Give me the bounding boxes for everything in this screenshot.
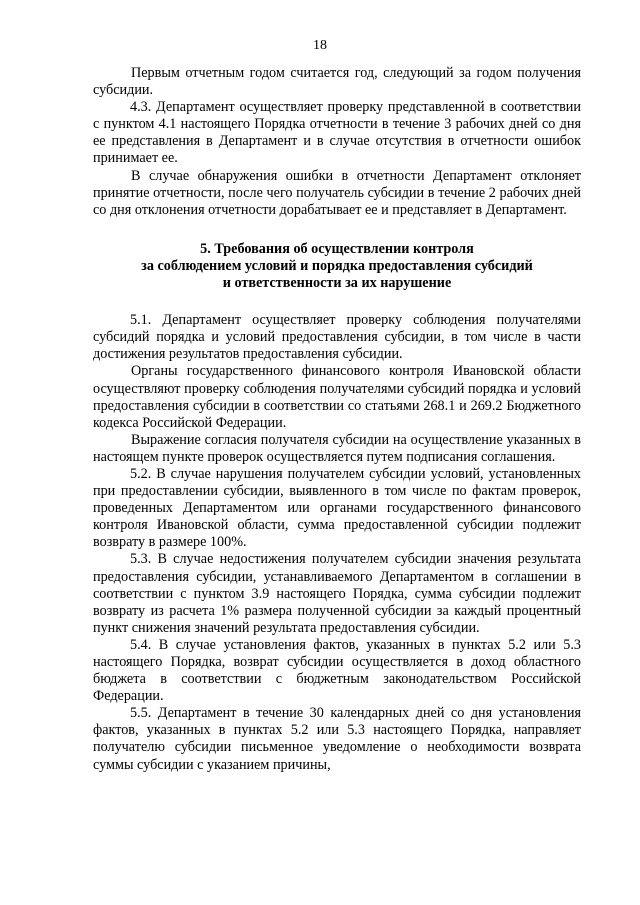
paragraph-5-4: 5.4. В случае установления фактов, указанных в пунктах 5.2 или 5.3 настоящего Порядка, возврат субсидии осуществляется в доход областного бюджета в соответствии с бюджетным законодательством Российской Федерации. [93,636,581,705]
section-heading-line: 5. Требования об осуществлении контроля [200,240,474,257]
paragraph-error-in-reporting: В случае обнаружения ошибки в отчетности Департамент отклоняет принятие отчетности, после чего получатель субсидии в течение 2 рабочих дней со дня отклонения отчетности дорабатывает ее и представляет в Департамент. [93,167,581,218]
section-heading-line: за соблюдением условий и порядка предоставления субсидий [141,257,533,274]
paragraph-5-2: 5.2. В случае нарушения получателем субсидии условий, установленных при предоставлении субсидии, выявленного в том числе по фактам проверок, проведенных Департаментом или органами государственного финансового контроля Ивановской области, сумма предоставленной субсидии подлежит возврату в размере 100%. [93,465,581,551]
paragraph-control-bodies: Органы государственного финансового контроля Ивановской области осуществляют проверку соблюдения получателями субсидий порядка и условий предоставления субсидии в соответствии со статьями 268.1 и 269.2 Бюджетного кодекса Российской Федерации. [93,363,581,431]
page-number: 18 [313,38,327,53]
paragraph-4-3: 4.3. Департамент осуществляет проверку представленной в соответствии с пунктом 4.1 настоящего Порядка отчетности в течение 3 рабочих дней со дня ее представления в Департамент и в случае отсутствия в отчетности ошибок принимает ее. [93,99,581,167]
paragraph-5-5: 5.5. Департамент в течение 30 календарных дней со дня установления фактов, указанных в пунктах 5.2 или 5.3 настоящего Порядка, направляет получателю субсидии письменное уведомление о необходимости возврата суммы субсидии с указанием причины, [93,705,581,773]
paragraph-first-reporting-year: Первым отчетным годом считается год, следующий за годом получения субсидии. [93,65,581,99]
document-body [93,65,581,774]
section-5-heading [93,241,581,292]
paragraph-5-1: 5.1. Департамент осуществляет проверку соблюдения получателями субсидий порядка и условий предоставления субсидии, в том числе в части достижения результатов предоставления субсидии. [93,312,581,363]
paragraph-5-3: 5.3. В случае недостижения получателем субсидии значения результата предоставления субсидии, устанавливаемого Департаментом в соглашении в соответствии с пунктом 3.9 настоящего Порядка, сумма субсидии подлежит возврату из расчета 1% размера полученной субсидии за каждый процентный пункт снижения значений результата предоставления субсидии. [93,551,581,636]
section-heading-line: и ответственности за их нарушение [222,275,452,292]
paragraph-consent: Выражение согласия получателя субсидии на осуществление указанных в настоящем пункте проверок осуществляется путем подписания соглашения. [93,431,581,465]
